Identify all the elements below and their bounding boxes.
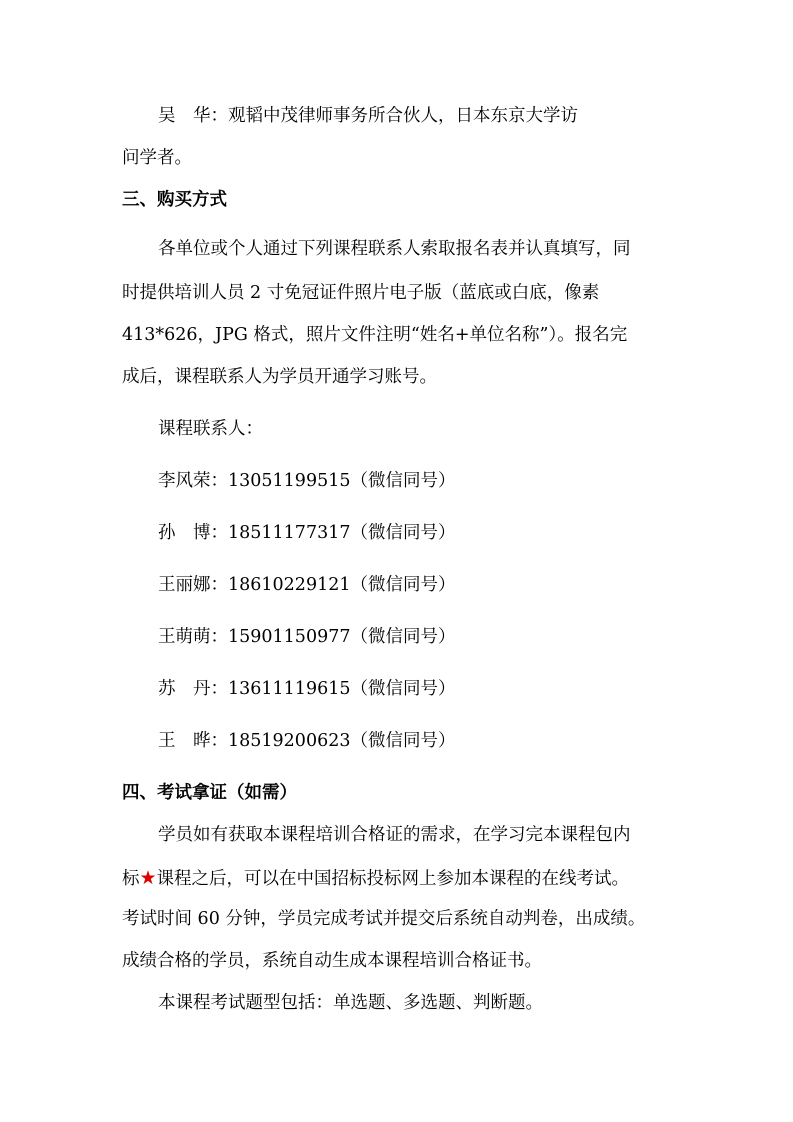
bio-line-2: 问学者。 [122,148,192,168]
contact-item: 王丽娜：18610229121（微信同号） [158,575,456,595]
section-3-heading: 三、购买方式 [122,190,227,210]
section-4-line-2-prefix: 标 [122,869,140,889]
section-4-paragraph-line-4: 成绩合格的学员，系统自动生成本课程培训合格证书。 [122,951,542,971]
contact-item: 孙 博：18511177317（微信同号） [158,523,456,543]
contact-item: 苏 丹：13611119615（微信同号） [158,679,456,699]
section-3-paragraph-line-3: 413*626，JPG 格式，照片文件注明“姓名+单位名称”）。报名完 [122,325,628,345]
section-3-paragraph-line-2: 时提供培训人员 2 寸免冠证件照片电子版（蓝底或白底，像素 [122,283,600,303]
section-4-paragraph-line-2 [122,869,629,889]
section-3-paragraph-line-4: 成后，课程联系人为学员开通学习账号。 [122,367,437,387]
section-4-line-2-suffix: 课程之后，可以在中国招标投标网上参加本课程的在线考试。 [156,869,630,889]
contact-item: 李风荣：13051199515（微信同号） [158,471,456,491]
section-4-paragraph-line-3: 考试时间 60 分钟，学员完成考试并提交后系统自动判卷，出成绩。 [122,909,646,929]
contacts-label: 课程联系人： [158,419,263,439]
contact-item: 王 晔：18519200623（微信同号） [158,731,456,751]
bio-line-1: 吴 华：观韬中茂律师事务所合伙人，日本东京大学访 [158,106,578,126]
section-4-heading: 四、考试拿证（如需） [122,783,297,803]
section-3-paragraph-line-1: 各单位或个人通过下列课程联系人索取报名表并认真填写，同 [158,239,631,259]
star-icon: ★ [139,867,157,889]
contact-item: 王萌萌：15901150977（微信同号） [158,627,456,647]
section-4-paragraph-line-1: 学员如有获取本课程培训合格证的需求，在学习完本课程包内 [158,825,631,845]
section-4-paragraph-2: 本课程考试题型包括：单选题、多选题、判断题。 [158,993,543,1013]
